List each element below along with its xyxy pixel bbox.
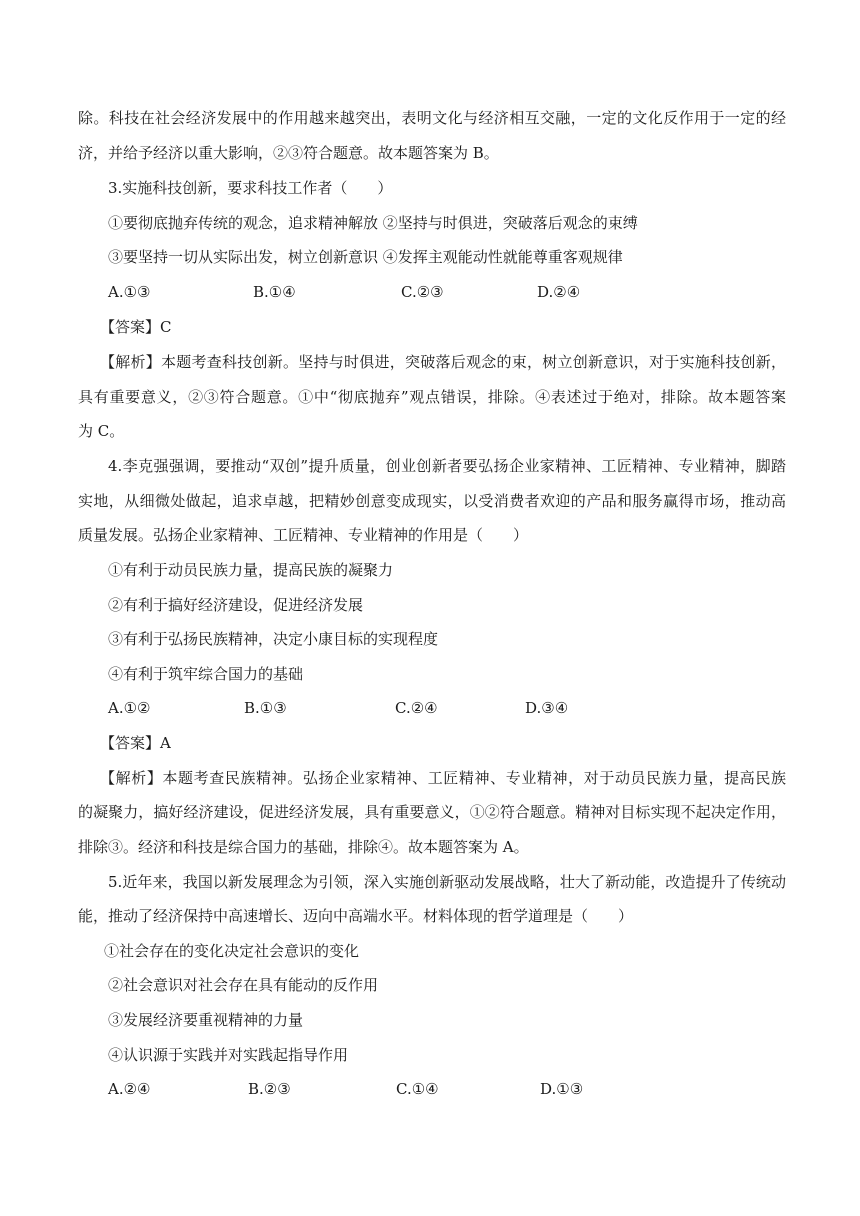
question-3-explanation: 【解析】本题考查科技创新。坚持与时俱进，突破落后观念的束，树立创新意识，对于实施科技创新， xyxy=(100,353,786,371)
question-4-explanation: 排除③。经济和科技是综合国力的基础，排除④。故本题答案为 A。 xyxy=(78,838,529,856)
question-4-explanation: 【解析】本题考查民族精神。弘扬企业家精神、工匠精神、专业精神，对于动员民族力量，提高民族 xyxy=(100,769,786,787)
question-3-option-d: D.②④ xyxy=(537,283,581,301)
question-3-stem: 3.实施科技创新，要求科技工作者（ ） xyxy=(108,179,393,197)
question-3-option-c: C.②③ xyxy=(401,283,444,301)
question-3-statement: ③要坚持一切从实际出发，树立创新意识 ④发挥主观能动性就能尊重客观规律 xyxy=(108,248,623,266)
question-4-statement: ②有利于搞好经济建设，促进经济发展 xyxy=(108,596,364,614)
text-line: 济，并给予经济以重大影响，②③符合题意。故本题答案为 B。 xyxy=(78,144,499,162)
question-4-option-d: D.③④ xyxy=(525,699,569,717)
question-3-answer: 【答案】C xyxy=(100,318,172,336)
question-4-option-c: C.②④ xyxy=(395,699,438,717)
question-3-explanation: 具有重要意义，②③符合题意。①中“彻底抛弃”观点错误，排除。④表述过于绝对，排除。故本题答案 xyxy=(78,388,786,406)
question-4-answer: 【答案】A xyxy=(100,734,171,752)
question-5-statement: ①社会存在的变化决定社会意识的变化 xyxy=(104,942,360,960)
question-4-stem: 质量发展。弘扬企业家精神、工匠精神、专业精神的作用是（ ） xyxy=(78,526,529,544)
question-5-statement: ④认识源于实践并对实践起指导作用 xyxy=(108,1046,349,1064)
question-5-statement: ③发展经济要重视精神的力量 xyxy=(108,1011,304,1029)
question-5-option-c: C.①④ xyxy=(396,1080,439,1098)
question-4-statement: ①有利于动员民族力量，提高民族的凝聚力 xyxy=(108,561,394,579)
text-line: 除。科技在社会经济发展中的作用越来越突出，表明文化与经济相互交融，一定的文化反作用于一定的经 xyxy=(78,109,786,127)
question-3-explanation: 为 C。 xyxy=(78,422,125,440)
question-4-stem: 实地，从细微处做起，追求卓越，把精妙创意变成现实，以受消费者欢迎的产品和服务赢得市场，推动高 xyxy=(78,492,786,510)
question-4-stem: 4.李克强强调，要推动“双创”提升质量，创业创新者要弘扬企业家精神、工匠精神、专业精神，脚踏 xyxy=(108,457,786,475)
question-5-stem: 能，推动了经济保持中高速增长、迈向中高端水平。材料体现的哲学道理是（ ） xyxy=(78,907,634,925)
question-4-statement: ④有利于筑牢综合国力的基础 xyxy=(108,665,304,683)
question-5-option-a: A.②④ xyxy=(108,1080,151,1098)
question-3-option-b: B.①④ xyxy=(253,283,296,301)
question-3-statement: ①要彻底抛弃传统的观念，追求精神解放 ②坚持与时俱进，突破落后观念的束缚 xyxy=(108,214,638,232)
question-4-statement: ③有利于弘扬民族精神，决定小康目标的实现程度 xyxy=(108,630,439,648)
question-5-option-b: B.②③ xyxy=(248,1080,291,1098)
question-4-option-a: A.①② xyxy=(108,699,151,717)
question-5-option-d: D.①③ xyxy=(540,1080,584,1098)
question-4-option-b: B.①③ xyxy=(244,699,287,717)
question-5-stem: 5.近年来，我国以新发展理念为引领，深入实施创新驱动发展战略，壮大了新动能，改造提升了传统动 xyxy=(108,873,786,891)
question-3-option-a: A.①③ xyxy=(108,283,151,301)
question-4-explanation: 的凝聚力，搞好经济建设，促进经济发展，具有重要意义，①②符合题意。精神对目标实现不起决定作用， xyxy=(78,803,786,821)
question-5-statement: ②社会意识对社会存在具有能动的反作用 xyxy=(108,976,379,994)
